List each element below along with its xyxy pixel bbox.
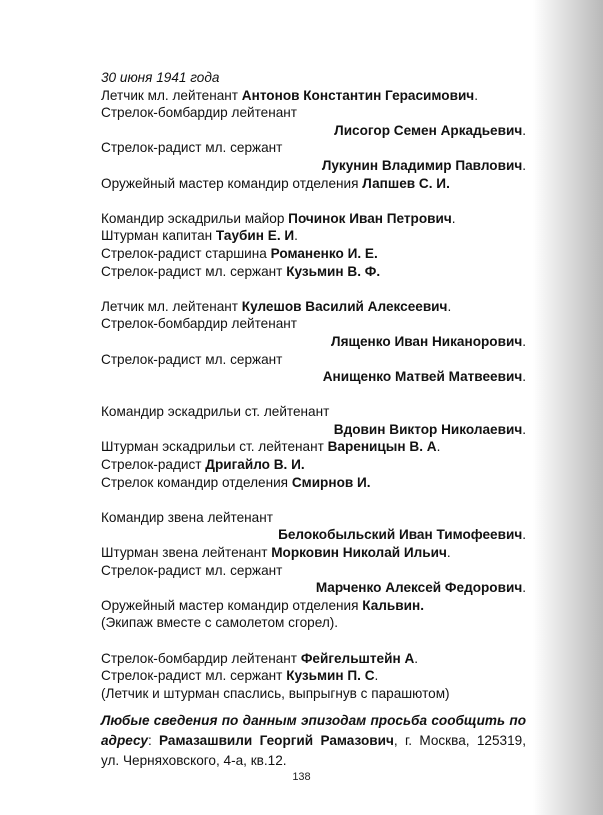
- crew-line: Командир эскадрильи майор Починок Иван Петрович.: [101, 210, 456, 226]
- crew-member-name: Дригайло В. И.: [205, 457, 305, 473]
- crew-line: Вдовин Виктор Николаевич.: [333, 421, 526, 437]
- crew-role: Командир звена лейтенант: [101, 509, 273, 525]
- crew-line: [101, 263, 526, 281]
- crew-role: Стрелок-радист мл. сержант: [101, 140, 283, 156]
- crew-line: [101, 456, 526, 474]
- crew-member-name: Романенко И. Е.: [270, 245, 378, 261]
- crew-line: [101, 351, 526, 369]
- crew-group: [101, 650, 526, 703]
- crew-line: Штурман звена лейтенант Морковин Николай Ильич.: [101, 545, 451, 561]
- crew-line: Марченко Алексей Федорович.: [315, 580, 526, 596]
- crew-line: Штурман эскадрильи ст. лейтенант Вареницын В. А.: [101, 439, 441, 455]
- crew-role: Стрелок-бомбардир лейтенант: [101, 316, 298, 332]
- crew-member-name: Вдовин Виктор Николаевич: [333, 421, 523, 437]
- crew-line: [101, 315, 526, 333]
- crew-member-name: Антонов Константин Герасимович: [241, 87, 475, 103]
- crew-note: (Летчик и штурман спаслись, выпрыгнув с парашютом): [101, 685, 450, 701]
- crew-member-name: Починок Иван Петрович: [288, 210, 452, 226]
- crew-group: [101, 210, 526, 280]
- crew-line: Штурман капитан Таубин Е. И.: [101, 228, 298, 244]
- crew-role: Штурман эскадрильи ст. лейтенант: [101, 439, 328, 455]
- crew-member-name: Кузьмин В. Ф.: [286, 263, 381, 279]
- crew-line: [101, 175, 526, 193]
- crew-line: Лукунин Владимир Павлович.: [321, 157, 526, 173]
- crew-line: Стрелок-бомбардир лейтенант Фейгельштейн А.: [101, 650, 419, 666]
- contact-name: Рамазашвили Георгий Рамазович: [159, 733, 394, 749]
- document-page: [101, 69, 526, 771]
- crew-group: [101, 509, 526, 632]
- crew-member-name: Фейгельштейн А: [300, 650, 415, 666]
- crew-role: Штурман звена лейтенант: [101, 545, 272, 561]
- crew-line: [101, 403, 526, 421]
- crew-member-name: Анищенко Матвей Матвеевич: [322, 369, 523, 385]
- crew-line: Лященко Иван Никанорович.: [331, 333, 526, 349]
- crew-member-name: Смирнов И.: [291, 474, 371, 490]
- crew-line: [101, 104, 526, 122]
- crew-role: Стрелок командир отделения: [101, 474, 292, 490]
- crew-role: Оружейный мастер командир отделения: [101, 175, 363, 191]
- crew-role: Стрелок-бомбардир лейтенант: [101, 105, 298, 121]
- crew-line: Стрелок-радист мл. сержант Кузьмин П. С.: [101, 668, 379, 684]
- crew-line: Лисогор Семен Аркадьевич.: [334, 122, 526, 138]
- crew-role: Летчик мл. лейтенант: [101, 87, 242, 103]
- crew-line: Анищенко Матвей Матвеевич.: [322, 369, 526, 385]
- crew-role: Летчик мл. лейтенант: [101, 298, 242, 314]
- crew-role: Стрелок-радист мл. сержант: [101, 668, 287, 684]
- crew-line: [101, 245, 526, 263]
- crew-member-name: Белокобыльский Иван Тимофеевич: [278, 527, 523, 543]
- crew-member-name: Кузьмин П. С: [286, 668, 375, 684]
- crew-role: Стрелок-радист старшина: [101, 245, 271, 261]
- crew-line: [101, 139, 526, 157]
- crew-line: [101, 562, 526, 580]
- crew-line: Летчик мл. лейтенант Кулешов Василий Алексеевич.: [101, 298, 452, 314]
- crew-note: (Экипаж вместе с самолетом сгорел).: [101, 615, 339, 631]
- crew-role: Стрелок-радист: [101, 457, 206, 473]
- crew-member-name: Лапшев С. И.: [362, 175, 450, 191]
- crew-group: [101, 298, 526, 386]
- page-number: 138: [292, 771, 311, 783]
- crew-role: Оружейный мастер командир отделения: [101, 597, 363, 613]
- crew-member-name: Кальвин.: [362, 597, 424, 613]
- crew-group: [101, 87, 526, 193]
- crew-member-name: Морковин Николай Ильич: [271, 545, 447, 561]
- crew-role: Стрелок-бомбардир лейтенант: [101, 650, 301, 666]
- crew-member-name: Лукунин Владимир Павлович: [321, 157, 523, 173]
- crew-member-name: Лященко Иван Никанорович: [331, 333, 523, 349]
- crew-line: Летчик мл. лейтенант Антонов Константин Герасимович.: [101, 87, 478, 103]
- crew-member-name: Марченко Алексей Федорович: [315, 580, 523, 596]
- crew-member-name: Вареницын В. А: [327, 439, 437, 455]
- crew-member-name: Лисогор Семен Аркадьевич: [334, 122, 523, 138]
- crew-role: Командир эскадрильи ст. лейтенант: [101, 404, 330, 420]
- crew-line: [101, 509, 526, 527]
- crew-line: Белокобыльский Иван Тимофеевич.: [278, 527, 526, 543]
- crew-group: [101, 403, 526, 491]
- crew-line: [101, 474, 526, 492]
- crew-role: Штурман капитан: [101, 228, 216, 244]
- request-text: Любые сведения по данным эпизодам просьба сообщить по адресу: [101, 713, 526, 749]
- crew-member-name: Кулешов Василий Алексеевич: [241, 298, 448, 314]
- crew-role: Стрелок-радист мл. сержант: [101, 562, 283, 578]
- contact-address: , г. Москва, 125319, ул. Черняховского, 4-а, кв.12.: [101, 733, 526, 769]
- footer-request-paragraph: Любые сведения по данным эпизодам просьба сообщить по адресу: Рамазашвили Георгий Рамазович, г. Москва, 125319, ул. Черняховского, 4-а, кв.12.: [101, 713, 526, 769]
- crew-member-name: Таубин Е. И: [215, 228, 295, 244]
- crew-line: [101, 597, 526, 615]
- crew-role: Стрелок-радист мл. сержант: [101, 263, 287, 279]
- page-edge-shadow: [533, 0, 603, 815]
- crew-role: Командир эскадрильи майор: [101, 210, 289, 226]
- crew-role: Стрелок-радист мл. сержант: [101, 351, 283, 367]
- record-date: 30 июня 1941 года: [101, 70, 220, 85]
